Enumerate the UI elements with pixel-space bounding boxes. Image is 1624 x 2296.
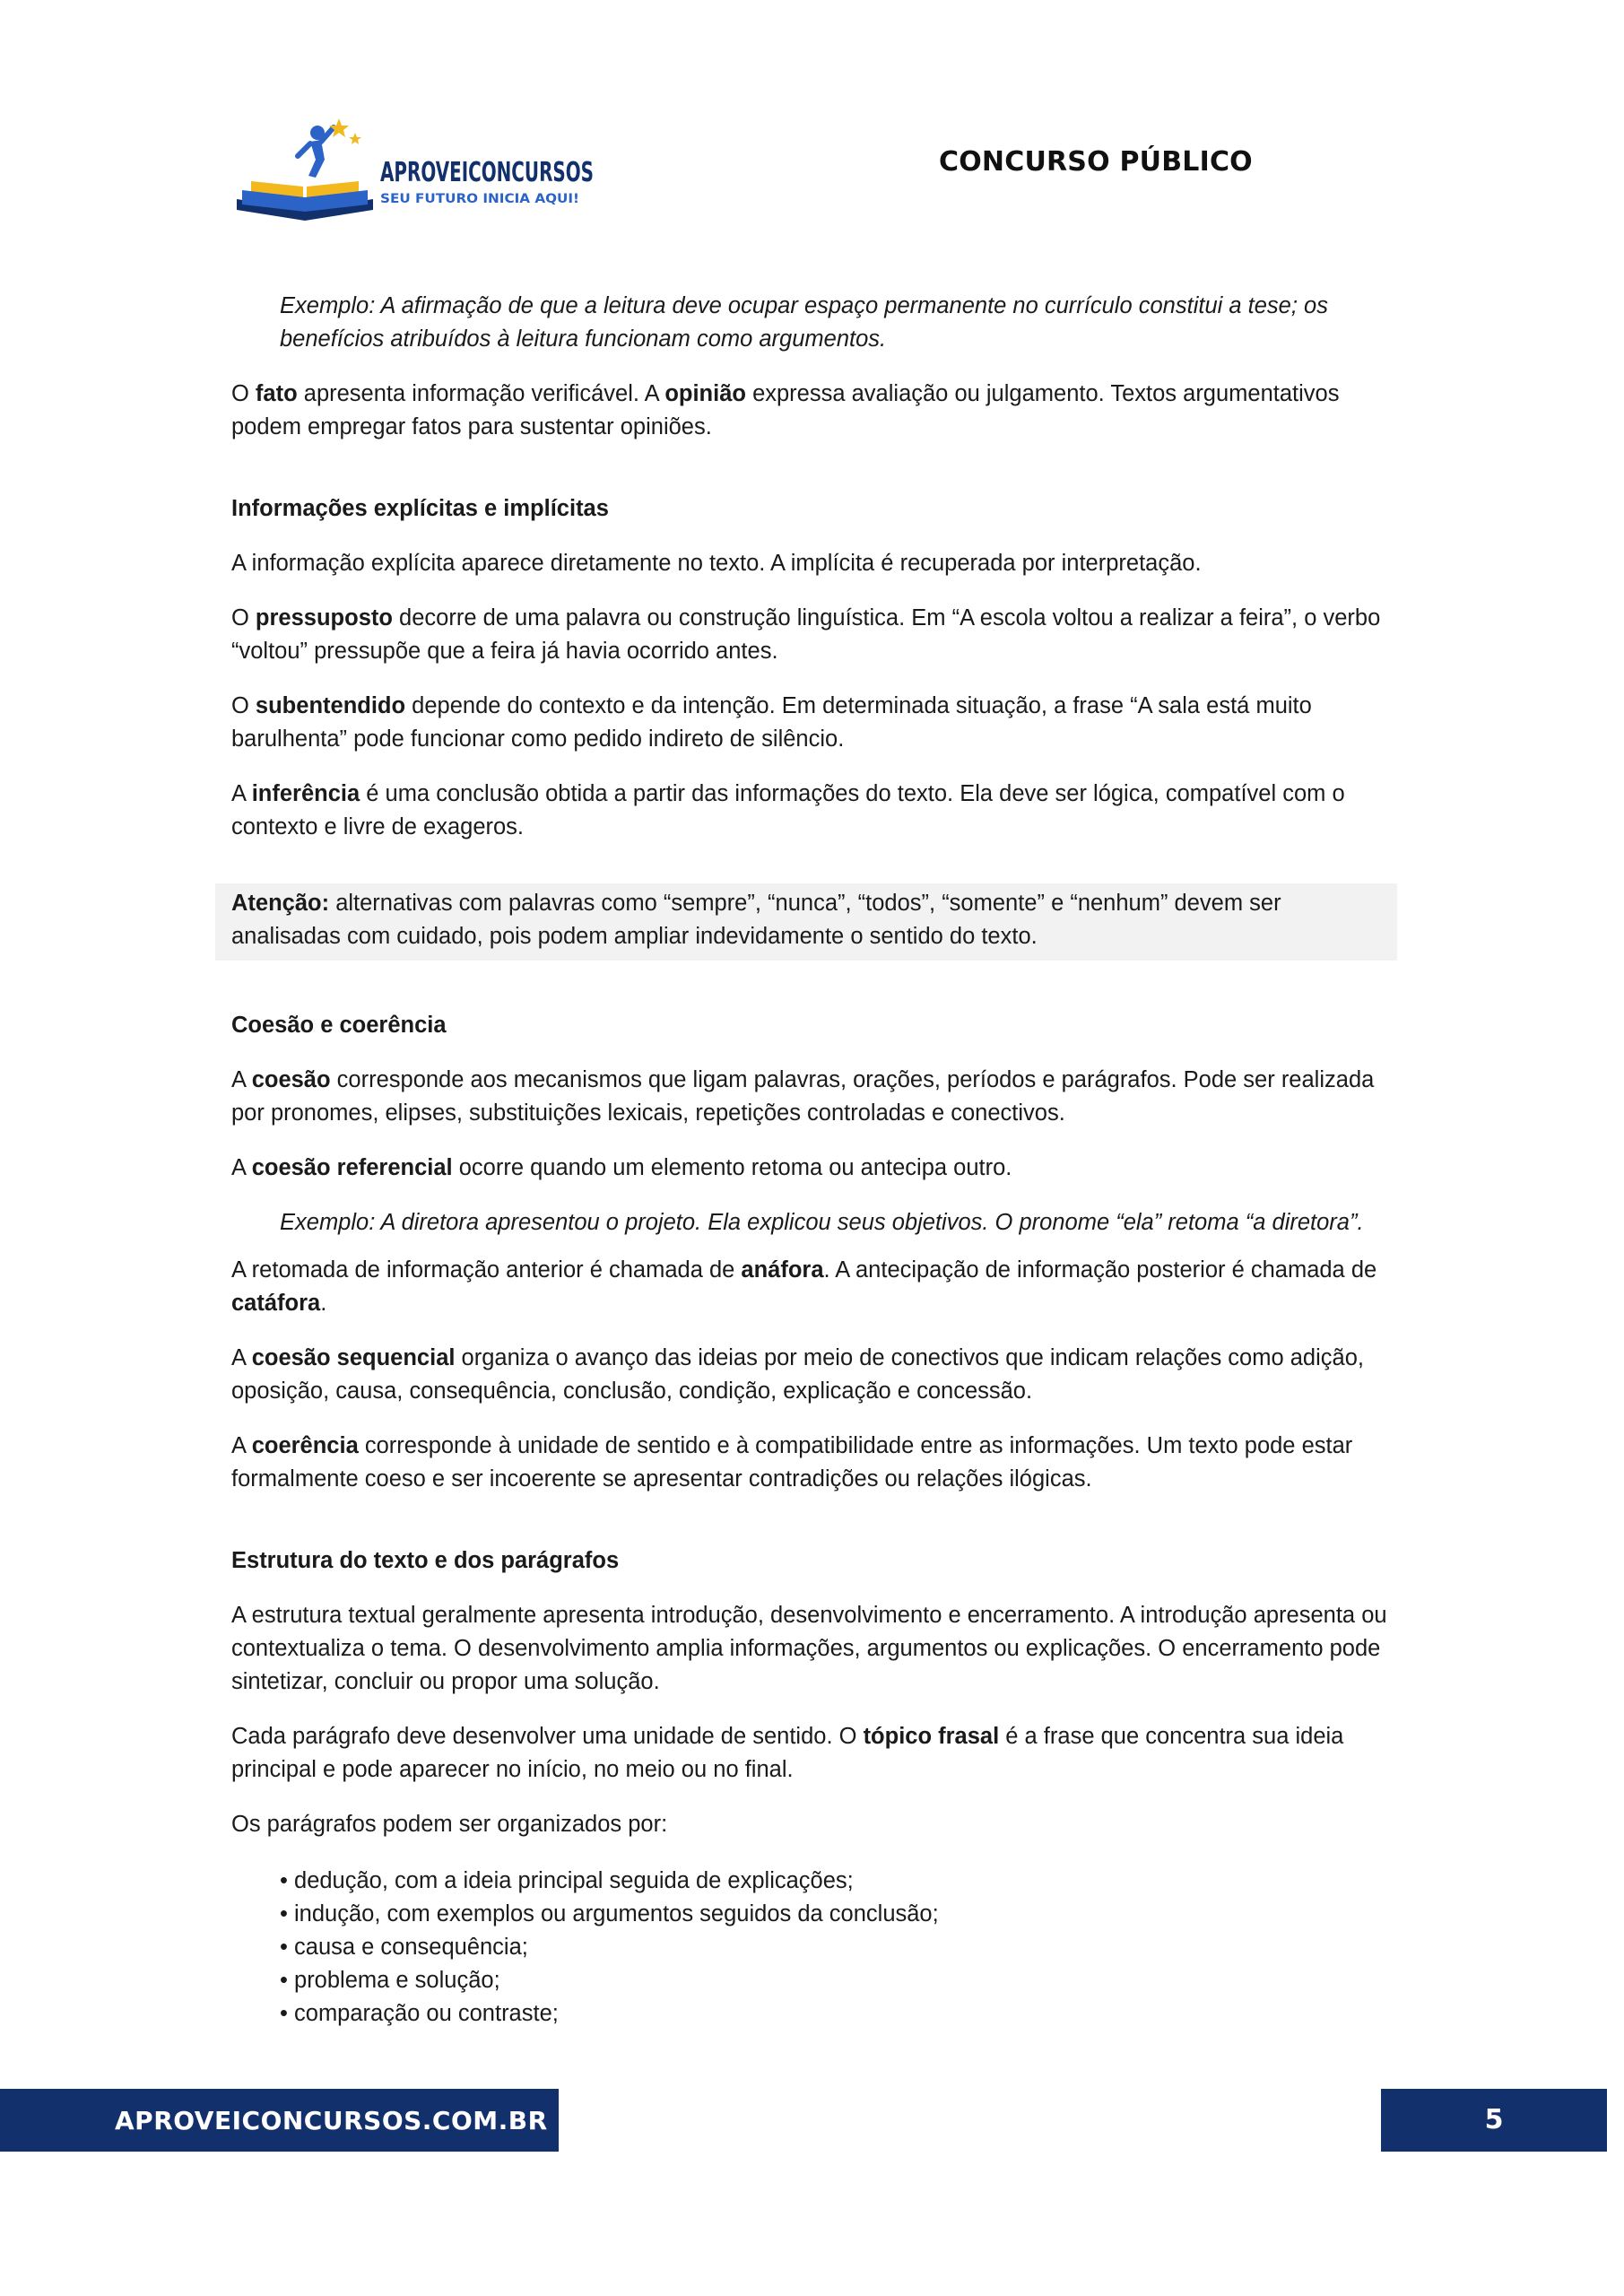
paragraph-subentendido: O subentendido depende do contexto e da intenção. Em determinada situação, a frase “A sala está muito barulhenta” pode funcionar como pedido indireto de silêncio. — [231, 693, 1312, 752]
section-heading-informacoes: Informações explícitas e implícitas — [231, 496, 609, 521]
paragraph-explicita: A informação explícita aparece diretamente no texto. A implícita é recuperada por interpretação. — [231, 551, 1202, 576]
list-item: • causa e consequência; — [280, 1935, 528, 1960]
list-item: • indução, com exemplos ou argumentos seguidos da conclusão; — [280, 1901, 939, 1926]
paragraph-coesao-referencial: A coesão referencial ocorre quando um elemento retoma ou antecipa outro. — [231, 1155, 1012, 1180]
paragraph-coerencia: A coerência corresponde à unidade de sentido e à compatibilidade entre as informações. Um texto pode estar formalmente coeso e ser incoerente se apresentar contradições ou relações ilógicas. — [231, 1433, 1353, 1492]
list-item: • dedução, com a ideia principal seguida de explicações; — [280, 1868, 854, 1893]
paragraph-fato-opiniao: O fato apresenta informação verificável. A opinião expressa avaliação ou julgamento. Textos argumentativos podem empregar fatos para sustentar opiniões. — [231, 381, 1340, 439]
paragraph-estrutura: A estrutura textual geralmente apresenta introdução, desenvolvimento e encerramento. A introdução apresenta ou contextualiza o tema. O desenvolvimento amplia informações, argumentos ou explicações. O encerramento pode sintetizar, concluir ou propor uma solução. — [231, 1603, 1387, 1694]
logo-tagline: SEU FUTURO INICIA AQUI! — [380, 192, 579, 206]
paragraph-coesao: A coesão corresponde aos mecanismos que ligam palavras, orações, períodos e parágrafos. Pode ser realizada por pronomes, elipses, substituições lexicais, repetições controladas e conectivos. — [231, 1067, 1375, 1126]
logo-brand: APROVEICONCURSOS — [380, 157, 594, 188]
example-tese: Exemplo: A afirmação de que a leitura deve ocupar espaço permanente no currículo constitui a tese; os benefícios atribuídos à leitura funcionam como argumentos. — [280, 293, 1328, 352]
section-heading-coesao: Coesão e coerência — [231, 1013, 447, 1038]
paragraph-coesao-sequencial: A coesão sequencial organiza o avanço das ideias por meio de conectivos que indicam relações como adição, oposição, causa, consequência, conclusão, condição, explicação e concessão. — [231, 1345, 1364, 1404]
header-title: CONCURSO PÚBLICO — [939, 146, 1253, 178]
document-body — [231, 290, 1397, 2031]
footer-page-badge — [1381, 2089, 1607, 2152]
footer-site-banner — [0, 2089, 559, 2152]
list-item: • comparação ou contraste; — [280, 2001, 559, 2026]
brand-logo — [231, 115, 603, 233]
example-diretora: Exemplo: A diretora apresentou o projeto. Ela explicou seus objetivos. O pronome “ela” retoma “a diretora”. — [280, 1210, 1364, 1235]
paragraph-topico-frasal: Cada parágrafo deve desenvolver uma unidade de sentido. O tópico frasal é a frase que concentra sua ideia principal e pode aparecer no início, no meio ou no final. — [231, 1724, 1344, 1782]
page-number: 5 — [1484, 2104, 1504, 2135]
list-item: • problema e solução; — [280, 1968, 500, 1993]
paragraph-pressuposto: O pressuposto decorre de uma palavra ou construção linguística. Em “A escola voltou a realizar a feira”, o verbo “voltou” pressupõe que a feira já havia ocorrido antes. — [231, 605, 1381, 664]
section-heading-estrutura: Estrutura do texto e dos parágrafos — [231, 1548, 620, 1573]
paragraph-inferencia: A inferência é uma conclusão obtida a partir das informações do texto. Ela deve ser lógica, compatível com o contexto e livre de exageros. — [231, 781, 1345, 839]
organization-list — [231, 1865, 1397, 2031]
paragraph-anafora: A retomada de informação anterior é chamada de anáfora. A antecipação de informação posterior é chamada de catáfora. — [231, 1257, 1377, 1316]
attention-note: Atenção: alternativas com palavras como “sempre”, “nunca”, “todos”, “somente” e “nenhum” devem ser analisadas com cuidado, pois podem ampliar indevidamente o sentido do texto. — [215, 883, 1397, 961]
paragraph-organizacao: Os parágrafos podem ser organizados por: — [231, 1812, 668, 1837]
footer-site-link[interactable]: APROVEICONCURSOS.COM.BR — [115, 2106, 548, 2135]
